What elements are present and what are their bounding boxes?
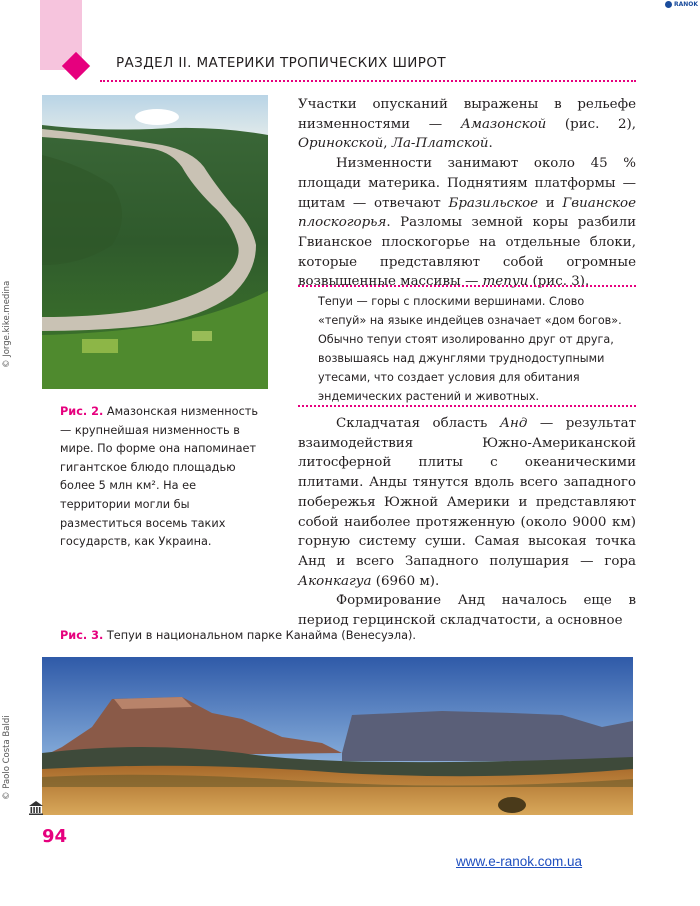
figure2-caption-text: Амазонская низменность — крупнейшая низменность в мире. По форме она напоминает гигантское блюдо площадью более 5 млн км². На ее территории могли бы разместиться восемь таких государств, как Украина. <box>60 405 259 549</box>
paragraph-lowlands: Участки опусканий выражены в рельефе низменностями — Амазонской (рис. 2), Оринокской, Ла-Платской. <box>298 97 636 152</box>
figure2-caption <box>60 403 270 552</box>
note-bottom-rule <box>298 405 636 407</box>
unesco-heritage-icon <box>28 800 44 816</box>
figure3-caption <box>60 627 620 646</box>
page-number: 94 <box>42 826 68 847</box>
figure3-label: Рис. 3. <box>60 629 104 642</box>
note-top-rule <box>298 285 636 287</box>
section-title: РАЗДЕЛ II. МАТЕРИКИ ТРОПИЧЕСКИХ ШИРОТ <box>116 55 447 71</box>
figure2-label: Рис. 2. <box>60 405 104 418</box>
figure3-photo-tepui <box>42 657 633 815</box>
main-text-bottom <box>298 414 636 631</box>
tepui-note: Тепуи — горы с плоскими вершинами. Слово «тепуй» на языке индейцев означает «дом богов». Обычно тепуи стоят изолированно друг от друга, возвышаясь над джунглями труднодоступными утесами, что создает условия для обитания эндемических растений и животных. <box>318 295 622 403</box>
publisher-url-link[interactable]: www.e-ranok.com.ua <box>456 854 583 869</box>
figure3-caption-text: Тепуи в национальном парке Канайма (Венесуэла). <box>106 629 416 642</box>
paragraph-andes-formation: Формирование Анд началось еще в период герцинской складчатости, а основное <box>298 593 636 629</box>
photo-credit-fig3: © Paolo Costa Baldi <box>2 715 12 800</box>
main-text-top <box>298 95 636 292</box>
publisher-logo: RANOK <box>665 1 698 8</box>
paragraph-shields: Низменности занимают около 45 % площади материка. Поднятиям платформы — щитам — отвечают Бразильское и Гвианское плоскогорья. Разломы земной коры разбили Гвианское плоскогорье на отдельные блоки, которые представляют собой огромные возвышенные массивы — тепуи (рис. 3). <box>298 156 636 290</box>
paragraph-andes: Складчатая область Анд — результат взаимодействия Южно-Американской литосферной плиты с океаническими плитами. Анды тянутся вдоль всего западного побережья Южной Америки и представляют собой наиболее протяженную (около 9000 км) горную систему суши. Самая высокая точка Анд и всего Западного полушария — гора Аконкагуа (6960 м). <box>298 416 636 589</box>
figure2-photo-amazon <box>42 95 268 389</box>
photo-credit-fig2: © Jorge.kike.medina <box>2 280 12 368</box>
header-dotted-rule <box>100 80 636 82</box>
